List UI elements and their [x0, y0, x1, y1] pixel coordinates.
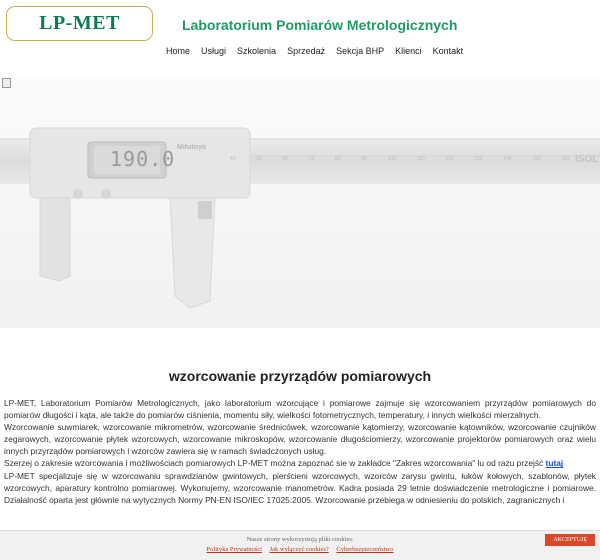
main-content [4, 397, 596, 506]
scale-brand: ISOL [575, 154, 599, 165]
scope-text: Szerzej o zakresie wzorcowania i możliwościach pomiarowych LP-MET można zapoznać sie w zakładce "Zakres wzorcowania" lu od razu przejść [4, 458, 546, 469]
scale-number: 150 [532, 156, 541, 162]
caliper-display-value: 190.0 [110, 147, 176, 171]
accept-cookies-button[interactable]: AKCEPTUJĘ [545, 534, 595, 546]
scale-number: 110 [416, 156, 425, 162]
nav-home[interactable]: Home [166, 46, 191, 56]
main-nav [166, 46, 469, 56]
intro-paragraph: LP-MET, Laboratorium Pomiarów Metrologicznych, jako laboratorium wzorcujące i pomiarowe zajmuje się wzorcowaniem przyrządów pomiarowych do pomiarów długości i kąta, ale także do pomiarów ciśnienia, momentu siły, wielkości fotometrycznych, temperatury, i innych wielkości mierzalnych. [4, 398, 596, 421]
disable-cookies-link[interactable]: Jak wyłączyć cookies? [269, 546, 329, 553]
caliper-illustration [0, 76, 600, 328]
nav-kontakt[interactable]: Kontakt [432, 46, 464, 56]
privacy-policy-link[interactable]: Polityka Prywatności [206, 546, 262, 553]
hero-banner-image [0, 76, 600, 328]
scale-number: 120 [445, 156, 454, 162]
cookie-message: Nasze strony wykorzystują pliki cookies. [246, 536, 354, 543]
site-header [0, 0, 600, 76]
nav-sprzedaz[interactable]: Sprzedaż [287, 46, 326, 56]
cookie-links [0, 546, 600, 553]
site-title: Laboratorium Pomiarów Metrologicznych [182, 17, 458, 33]
logo-text: LP-MET [39, 12, 120, 34]
scale-number: 50 [256, 156, 262, 162]
scale-number: 130 [474, 156, 483, 162]
scale-number: 80 [335, 156, 341, 162]
scale-number: 40 [230, 156, 236, 162]
cybersecurity-link[interactable]: Cyberbezpieczeństwo [336, 546, 394, 553]
caliper-brand: Mitutoyo [177, 144, 207, 151]
scale-number: 160 [561, 156, 570, 162]
broken-image-icon [2, 78, 11, 88]
specialization-paragraph: LP-MET specjalizuje się w wzorcowaniu sprawdzianów gwintowych, pierścieni wzorcowych, wzorców zarysu gwintu, łuków kołowych, szablonów, płytek wzorcowych, aparatury kontrolno pomiarowej. Wykonujemy, wzorcowanie manometrów. Kadra posiada 29 letnie doświadczenie metrologiczne i pomiarowe. Działalność oparta jest głównie na wytycznych Normy PN-EN ISO/IEC 17025:2005. Wzorcowanie przebiega w odniesieniu do polskich, zagranicznych i [4, 470, 596, 505]
site-logo[interactable] [6, 6, 153, 41]
cookie-banner [0, 530, 600, 560]
scale-number: 140 [503, 156, 512, 162]
scope-link[interactable]: tutaj [545, 458, 564, 469]
nav-sekcja-bhp[interactable]: Sekcja BHP [336, 46, 385, 56]
page-heading: wzorcowanie przyrządów pomiarowych [168, 368, 432, 384]
nav-klienci[interactable]: Klienci [395, 46, 422, 56]
scale-number: 100 [387, 156, 396, 162]
nav-szkolenia[interactable]: Szkolenia [237, 46, 277, 56]
scale-number: 60 [282, 156, 289, 162]
scale-numbers [230, 156, 570, 162]
scale-number: 70 [308, 156, 315, 162]
scope-paragraph [4, 457, 596, 469]
scale-number: 90 [361, 156, 367, 162]
services-paragraph: Wzorcowanie suwmiarek, wzorcowanie mikrometrów, wzorcowanie średnicówek, wzorcowanie kątomierzy, wzorcowanie kątowników, wzorcowanie czujników zegarowych, wzorcowanie płytek wzorcowych, wzorcowanie mikroskopów, wzorcowanie długościomierzy, wzorcowanie projektorów pomiarowych oraz wielu innych przyrządów pomiarowych i wzorców zawiera się w ramach świadczonych usług. [4, 422, 596, 457]
nav-uslugi[interactable]: Usługi [201, 46, 227, 56]
